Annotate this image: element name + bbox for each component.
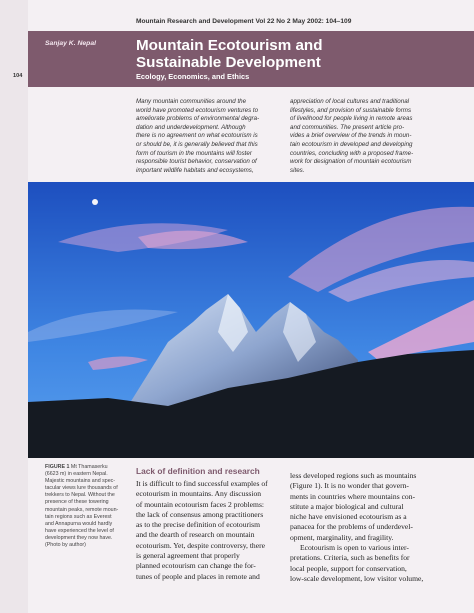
abstract-line: vides a brief overview of the trends in moun- [290,132,412,140]
body-line: as to the precise definition of ecotourism [136,520,260,530]
abstract-right-column [290,98,440,175]
body-line: ecotourism. Yet, despite controversy, there [136,540,265,550]
abstract-line: important wildlife habitats and ecosystems, [136,166,254,174]
caption-line: Majestic mountains and spec- [45,478,116,485]
body-line: tunes of people and places in remote and [136,571,260,581]
body-line: planned ecotourism can change the for- [136,561,256,571]
caption-line: (Photo by author) [45,542,86,549]
figure-caption [45,464,127,549]
caption-line: mountain peaks, remote moun- [45,506,119,513]
abstract-line: Many mountain communities around the [136,98,247,105]
body-column-1 [136,479,296,582]
body-line: (Figure 1). It is no wonder that govern- [290,481,409,491]
caption-line: Mt Thamaserku [69,464,108,470]
moon [92,199,98,205]
abstract-left-column [136,98,286,175]
left-margin-strip [0,0,28,613]
caption-line: presence of these towering [45,499,109,506]
mountain-photo-illustration [28,182,474,458]
body-column-2 [290,471,450,584]
body-line: and the dearth of research on mountain [136,530,255,540]
article-subtitle: Ecology, Economics, and Ethics [136,72,250,81]
abstract-line: sites. [290,166,305,174]
body-line: opment, marginality, and fragility. [290,532,394,542]
abstract-line: dation and underdevelopment. Although [136,123,246,131]
body-line: low-scale development, low visitor volume, [290,573,424,583]
body-line: niche have envisioned ecotourism as a [290,512,407,522]
body-line: Ecotourism is open to various inter- [300,543,409,553]
body-line: local people, support for conservation, [290,563,407,573]
title-line-1: Mountain Ecotourism and [136,37,323,54]
abstract-line: lifestyles, and provision of sustainable forms [290,106,412,114]
abstract-line: or should be, it is generally believed that this [136,140,258,148]
body-line: is general agreement that properly [136,551,240,561]
body-line: It is difficult to find successful examples of [136,479,268,488]
abstract-line: work for designation of mountain ecotourism [290,158,412,166]
caption-line: have experienced the level of [45,527,114,534]
abstract-line: responsible tourist behavior, conservation of [136,158,257,166]
caption-line: trekkers to Nepal. Without the [45,492,115,499]
body-line: the lack of consensus among practitioners [136,509,264,519]
body-line: less developed regions such as mountains [290,471,417,480]
caption-line: tacular views lure thousands of [45,485,118,492]
body-line: ecotourism in mountains. Any discussion [136,489,262,499]
mountain-photo [28,182,474,458]
abstract-line: form of tourism in the mountains will foster [136,149,252,157]
abstract-line: ameliorate problems of environmental degra- [136,115,260,123]
running-head: Mountain Research and Development Vol 22 No 2 May 2002: 104–109 [136,18,352,25]
page-number: 104 [13,73,23,79]
caption-line: development they now have. [45,534,113,541]
caption-line: (6623 m) in eastern Nepal. [45,471,108,478]
caption-label: FIGURE 1 [45,464,70,470]
body-line: panacea for the problems of underdevel- [290,522,413,532]
abstract-line: there is no agreement on what ecotourism is [136,132,258,140]
abstract-line: tain ecotourism in developed and developing [290,140,413,148]
abstract-line: and communities. The present article pro- [290,123,405,131]
body-line: stitute a major biological and cultural [290,501,404,511]
article-title [136,37,466,71]
author-name: Sanjay K. Nepal [45,40,96,47]
abstract-line: of livelihood for people living in remote areas [290,115,413,123]
title-line-2: Sustainable Development [136,54,321,71]
abstract-line: countries, concluding with a proposed frame- [290,149,414,157]
body-line: ments in countries where mountains con- [290,491,416,501]
abstract-line: appreciation of local cultures and traditional [290,98,410,105]
caption-line: tain regions such as Everest [45,513,112,520]
body-line: pretations. Criteria, such as benefits for [290,553,410,563]
abstract-line: world have promoted ecotourism ventures to [136,106,259,114]
caption-line: and Annapurna would hardly [45,520,113,527]
section-heading: Lack of definition and research [136,466,260,476]
body-line: of mountain ecotourism faces 2 problems: [136,499,265,509]
